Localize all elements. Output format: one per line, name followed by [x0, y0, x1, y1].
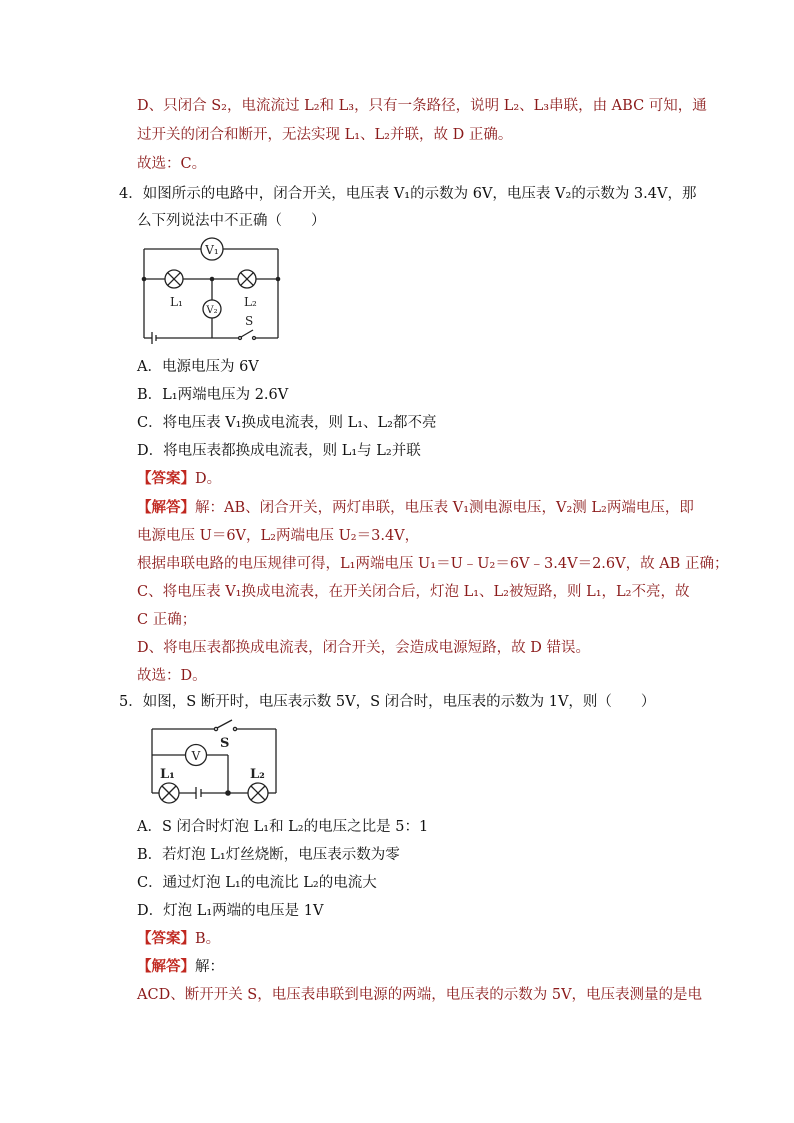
- q4-option-c: C．将电压表 V₁换成电流表，则 L₁、L₂都不亮: [137, 415, 437, 431]
- q4-analysis-line4: C、将电压表 V₁换成电流表，在开关闭合后，灯泡 L₁、L₂被短路，则 L₁，L₂不亮，故: [137, 584, 690, 600]
- q5-stem: 5．如图，S 断开时，电压表示数 5V，S 闭合时，电压表的示数为 1V，则（ ）: [119, 694, 656, 710]
- q4-analysis-line6: D、将电压表都换成电流表，闭合开关，会造成电源短路，故 D 错误。: [137, 640, 590, 656]
- switch-s-label: S: [245, 314, 254, 328]
- v2-label: V₂: [206, 305, 218, 316]
- q4-answer-tag: 【答案】: [137, 470, 195, 487]
- q4-analysis-line2: 电源电压 U＝6V，L₂两端电压 U₂＝3.4V，: [137, 528, 420, 544]
- q4-analysis-line5: C 正确；: [137, 612, 197, 628]
- q3-option-d-line1: D、只闭合 S₂，电流流过 L₂和 L₃，只有一条路径，说明 L₂、L₃串联，由 ABC 可知，通: [137, 98, 707, 114]
- q5-option-a: A．S 闭合时灯泡 L₁和 L₂的电压之比是 5：1: [137, 819, 429, 835]
- q4-analysis-tag: 【解答】: [137, 499, 195, 516]
- q5-answer-tag: 【答案】: [137, 930, 195, 947]
- q4-result: 故选：D。: [137, 668, 207, 684]
- q4-answer-value: D。: [195, 471, 222, 487]
- q5-l2-label: L₂: [250, 767, 265, 782]
- q5-analysis-tag: 【解答】: [137, 958, 195, 975]
- q5-circuit-diagram: [146, 716, 281, 808]
- q4-option-b: B．L₁两端电压为 2.6V: [137, 387, 289, 403]
- lamp-l2-icon: [238, 270, 256, 288]
- q4-option-d: D．将电压表都换成电流表，则 L₁与 L₂并联: [137, 443, 421, 459]
- q5-lamp-l2-icon: [248, 783, 268, 803]
- q5-lamp-l1-icon: [159, 783, 179, 803]
- q5-option-b: B．若灯泡 L₁灯丝烧断，电压表示数为零: [137, 847, 400, 863]
- q4-analysis-line3: 根据串联电路的电压规律可得，L₁两端电压 U₁＝U﹣U₂＝6V﹣3.4V＝2.6V，故 AB 正确；: [137, 556, 729, 572]
- q4-circuit-diagram: [136, 236, 286, 346]
- q3-option-d-line2: 过开关的闭合和断开，无法实现 L₁、L₂并联，故 D 正确。: [137, 127, 513, 143]
- lamp-l1-icon: [165, 270, 183, 288]
- l2-label: L₂: [244, 295, 257, 309]
- q3-result: 故选：C。: [137, 156, 207, 172]
- q4-analysis-text1: 解：AB、闭合开关，两灯串联，电压表 V₁测电源电压，V₂测 L₂两端电压，即: [195, 500, 694, 516]
- q5-v-label: V: [191, 749, 201, 763]
- q5-analysis-line1: ACD、断开开关 S，电压表串联到电源的两端，电压表的示数为 5V，电压表测量的是电: [137, 987, 703, 1003]
- q5-option-c: C．通过灯泡 L₁的电流比 L₂的电流大: [137, 875, 377, 891]
- q4-analysis-line1: [137, 498, 694, 518]
- q5-option-d: D．灯泡 L₁两端的电压是 1V: [137, 903, 324, 919]
- q5-switch-label: S: [220, 736, 230, 751]
- q4-option-a: A．电源电压为 6V: [137, 359, 259, 375]
- q5-l1-label: L₁: [160, 767, 175, 782]
- v1-label: V₁: [205, 243, 219, 257]
- l1-label: L₁: [170, 295, 183, 309]
- q4-stem-line1: 4．如图所示的电路中，闭合开关，电压表 V₁的示数为 6V，电压表 V₂的示数为 3.4V，那: [119, 186, 697, 202]
- q5-analysis-head-text: 解：: [195, 959, 224, 975]
- q4-stem-line2: 么下列说法中不正确（ ）: [137, 213, 326, 229]
- q5-answer: [137, 929, 220, 949]
- q4-answer: [137, 469, 221, 489]
- q5-analysis-head: [137, 957, 224, 977]
- q5-answer-value: B。: [195, 931, 221, 947]
